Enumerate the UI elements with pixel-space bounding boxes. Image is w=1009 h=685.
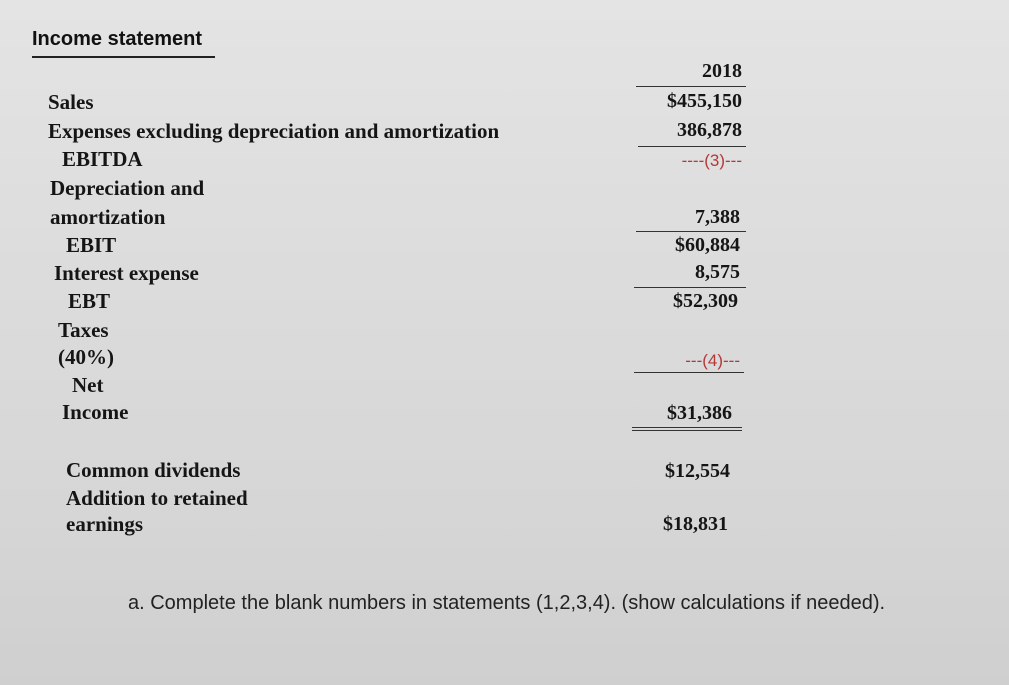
expenses-value: 386,878	[677, 119, 742, 141]
dividends-value: $12,554	[665, 460, 730, 482]
taxes-rule	[634, 372, 744, 373]
net-income-value: $31,386	[667, 402, 732, 424]
expenses-rule	[638, 146, 746, 147]
sales-label: Sales	[48, 90, 94, 114]
ebit-label: EBIT	[66, 233, 117, 257]
ebit-value: $60,884	[675, 234, 740, 256]
net-income-label-line2: Income	[62, 400, 129, 424]
ebitda-label: EBITDA	[62, 147, 143, 171]
year-rule	[636, 86, 746, 87]
retained-value: $18,831	[663, 513, 728, 535]
depreciation-label-line2: amortization	[50, 205, 166, 229]
statement-title: Income statement	[32, 28, 203, 50]
net-income-rule-2	[632, 430, 742, 431]
retained-label-line1: Addition to retained	[66, 486, 248, 510]
question-text: a. Complete the blank numbers in statements (1,2,3,4). (show calculations if needed).	[128, 592, 886, 614]
taxes-blank: ---(4)---	[685, 351, 740, 370]
interest-label: Interest expense	[54, 261, 199, 285]
ebitda-blank: ----(3)---	[681, 151, 742, 170]
depreciation-label-line1: Depreciation and	[50, 176, 205, 200]
ebt-label: EBT	[68, 289, 111, 313]
retained-label-line2: earnings	[66, 512, 144, 536]
net-income-label-line1: Net	[72, 373, 104, 397]
net-income-rule-1	[632, 427, 742, 428]
interest-value: 8,575	[695, 261, 740, 283]
expenses-label: Expenses excluding depreciation and amortization	[48, 119, 500, 143]
taxes-label-line1: Taxes	[58, 318, 109, 342]
ebt-value: $52,309	[673, 290, 738, 312]
sales-value: $455,150	[667, 90, 742, 112]
depreciation-value: 7,388	[695, 206, 740, 228]
dividends-label: Common dividends	[66, 458, 241, 482]
taxes-label-line2: (40%)	[58, 345, 114, 369]
title-underline	[32, 56, 215, 58]
year-header: 2018	[702, 60, 742, 82]
